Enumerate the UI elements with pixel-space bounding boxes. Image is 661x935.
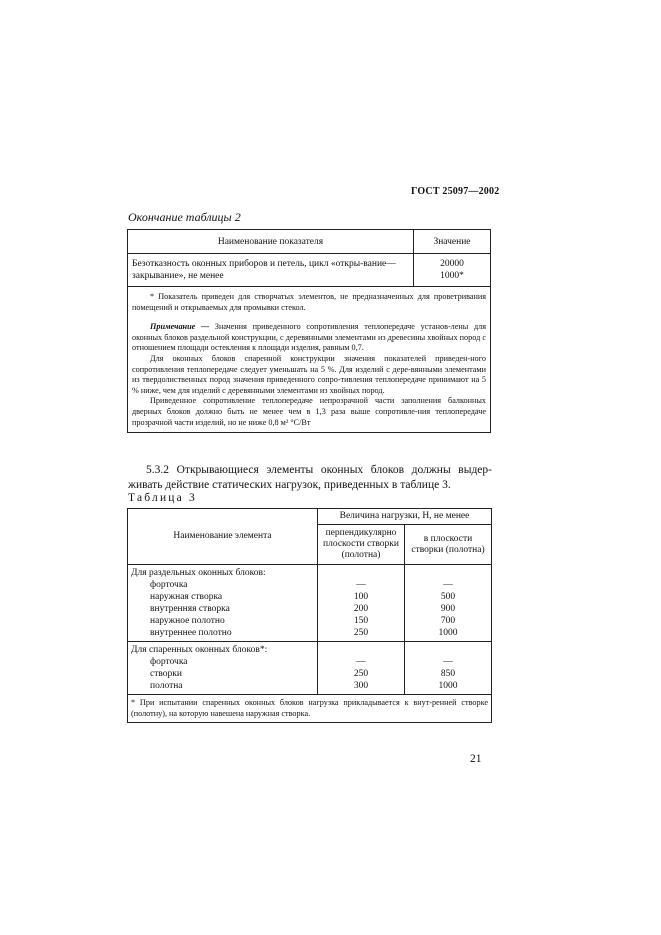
cell-value: 500 (440, 592, 456, 602)
table3-header-perp: перпендикулярно плоскости створки (полотна) (318, 525, 405, 565)
table3-group2-plane (405, 642, 492, 695)
table2-header-name: Наименование показателя (128, 230, 414, 254)
cell-value: 900 (440, 604, 456, 614)
table2-footnote: * Показатель приведен для створчатых элементов, не предназначенных для проветривания помещений и открываемых для промывки стекол. (132, 292, 486, 312)
note-label: Примечание — (150, 322, 210, 332)
note-text: Значения приведенного сопротивления теплопередаче установ-лены для оконных блоков раздельной конструкции, с деревянными элементами из древесины хвойных пород с отношением площади остекления к площади изделия, равным 0,7. (132, 322, 486, 353)
table3-group2-perp (318, 642, 405, 695)
cell-value: 1000 (438, 681, 458, 691)
table3-group2-names (128, 642, 318, 695)
table3-group1-perp (318, 565, 405, 642)
table3-group-spar (128, 642, 492, 695)
table-continuation-title: Окончание таблицы 2 (128, 210, 241, 224)
cell-value: 100 (353, 592, 369, 602)
cell-value: — (443, 580, 453, 590)
cell-value: — (443, 657, 453, 667)
table2-notes (128, 287, 491, 433)
table3-header-name: Наименование элемента (128, 509, 318, 565)
table2-header-value: Значение (414, 230, 491, 254)
table-row (128, 254, 491, 287)
table3-group1-names (128, 565, 318, 642)
list-item: полотна (150, 681, 183, 691)
table2-note-p3: Приведенное сопротивление теплопередаче непрозрачной части заполнения балконных дверных блоков должно быть не менее чем в 1,3 раза выше сопротивле-ния теплопередаче прозрачной части изделий, но не ниже 0,8 м² °С/Вт (132, 396, 486, 427)
table2-note-p2: Для оконных блоков спаренной конструкции значения показателей приведен-ного сопротивления теплопередаче следует уменьшать на 5 %. Для изделий с дере-вянными элементами из твердолиственных пород значения приведенного сопро-тивления теплопередаче принимают на 5 % ниже, чем для изделий с деревянными элементами из хвойных пород. (132, 353, 486, 395)
group2-title: Для спаренных оконных блоков*: (131, 645, 268, 655)
table2-value-1: 20000 (440, 259, 464, 269)
list-item: внутренняя створка (150, 604, 230, 614)
cell-value: 250 (353, 628, 369, 638)
clause-text: 5.3.2 Открывающиеся элементы оконных блоков должны выдер-живать действие статических нагрузок, приведенных в таблице 3. (128, 464, 492, 491)
table3-group-raz (128, 565, 492, 642)
cell-value: — (356, 657, 366, 667)
document-header: ГОСТ 25097—2002 (411, 186, 500, 197)
table2-row-value (414, 254, 491, 287)
list-item: наружная створка (150, 592, 223, 602)
cell-value: 850 (440, 669, 456, 679)
table2-value-2: 1000* (440, 271, 464, 281)
cell-value: 150 (353, 616, 369, 626)
cell-value: 1000 (438, 628, 458, 638)
list-item: форточка (150, 657, 188, 667)
table-2 (127, 229, 491, 433)
table2-note (132, 322, 486, 354)
table-3 (127, 508, 492, 723)
clause-5-3-2 (128, 463, 492, 493)
list-item: внутреннее полотно (150, 628, 232, 638)
list-item: наружное полотно (150, 616, 225, 626)
list-item: створки (150, 669, 182, 679)
table2-row-name: Безотказность оконных приборов и петель, цикл «откры-вание—закрывание», не менее (128, 254, 414, 287)
cell-value: 250 (353, 669, 369, 679)
table3-group1-plane (405, 565, 492, 642)
list-item: форточка (150, 580, 188, 590)
table3-header-load: Величина нагрузки, Н, не менее (318, 509, 492, 525)
cell-value: 200 (353, 604, 369, 614)
table-3-label: Таблица 3 (128, 492, 197, 504)
group1-title: Для раздельных оконных блоков: (131, 568, 266, 578)
cell-value: 300 (353, 681, 369, 691)
table3-header-plane: в плоскости створки (полотна) (405, 525, 492, 565)
table3-footnote: * При испытании спаренных оконных блоков нагрузка прикладывается к внут-ренней створке (полотну), на которую навешена наружная створка. (128, 695, 492, 723)
cell-value: 700 (440, 616, 456, 626)
cell-value: — (356, 580, 366, 590)
page-number: 21 (470, 753, 482, 765)
